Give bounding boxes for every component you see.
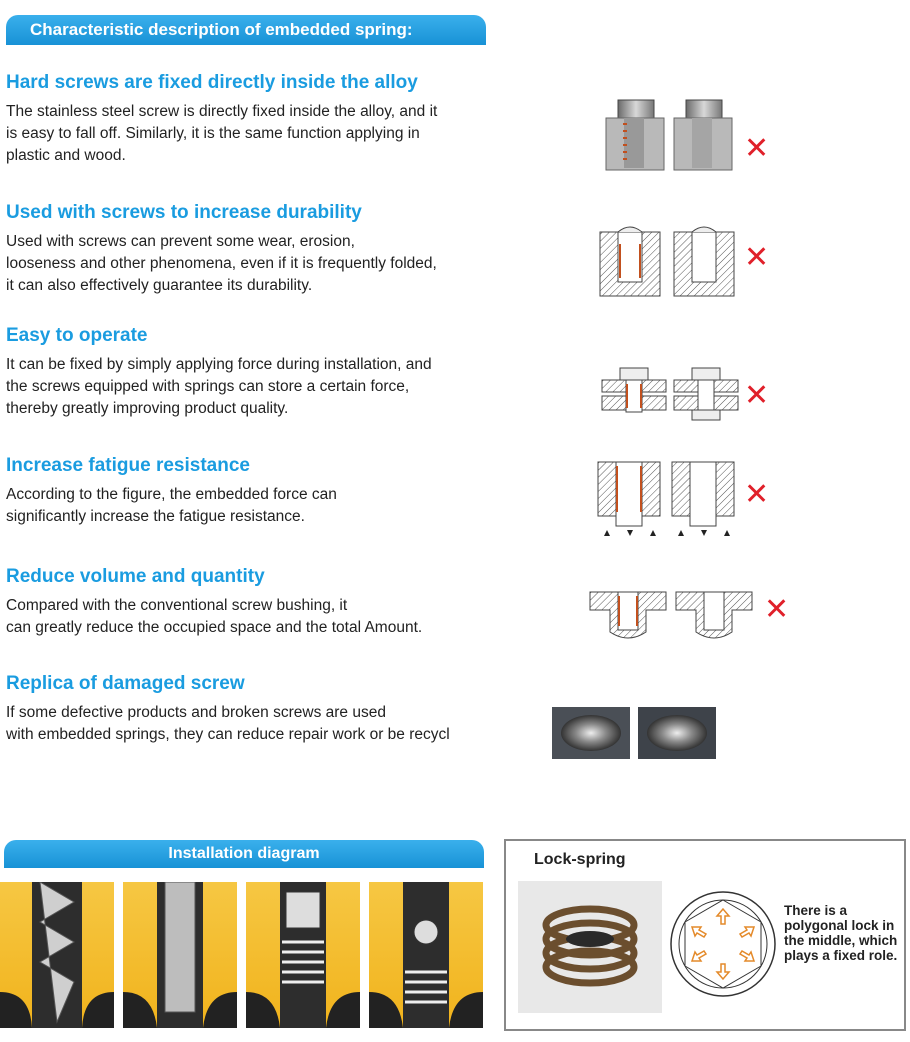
section-title-alloy: Hard screws are fixed directly inside the alloy bbox=[6, 72, 418, 93]
installation-title: Installation diagram bbox=[168, 845, 320, 862]
section-title-replica: Replica of damaged screw bbox=[6, 673, 245, 694]
section-body-volume: Compared with the conventional screw bushing, it can greatly reduce the occupied space and the total Amount. bbox=[6, 597, 423, 636]
install-step-drill bbox=[0, 882, 114, 1028]
section-body-durability: Used with screws can prevent some wear, erosion, looseness and other phenomena, even if it is frequently folded, it can also effectively guarantee its durability. bbox=[6, 233, 437, 294]
lock-spring-description: There is a polygonal lock in the middle, which plays a fixed role. bbox=[784, 903, 898, 963]
section-body-fatigue: According to the figure, the embedded force can significantly increase the fatigue resistance. bbox=[6, 486, 337, 525]
installation-header bbox=[4, 840, 484, 868]
install-step-tap bbox=[123, 882, 237, 1028]
install-step-finish bbox=[369, 882, 483, 1028]
section-body-replica: If some defective products and broken screws are used with embedded springs, they can reduce repair work or be recycl bbox=[6, 704, 450, 743]
damaged-screw-photos bbox=[552, 707, 716, 759]
durability-figure bbox=[598, 222, 738, 298]
install-step-insert bbox=[246, 882, 360, 1028]
cross-icon: ✕ bbox=[744, 240, 770, 275]
polygonal-lock-diagram bbox=[668, 889, 778, 999]
section-title-fatigue: Increase fatigue resistance bbox=[6, 455, 250, 476]
lock-spring-title: Lock-spring bbox=[534, 851, 626, 868]
section-header bbox=[6, 15, 486, 45]
operate-figure bbox=[600, 362, 740, 428]
section-title-volume: Reduce volume and quantity bbox=[6, 566, 265, 587]
header-title: Characteristic description of embedded spring: bbox=[30, 20, 413, 39]
section-body-operate: It can be fixed by simply applying force during installation, and the screws equipped with springs can store a certain force, thereby greatly improving product quality. bbox=[6, 356, 432, 417]
cross-icon: ✕ bbox=[744, 477, 770, 512]
cross-icon: ✕ bbox=[744, 378, 770, 413]
volume-figure bbox=[588, 588, 758, 646]
cross-icon: ✕ bbox=[764, 592, 790, 627]
lock-spring-photo bbox=[518, 881, 662, 1013]
fatigue-figure bbox=[596, 458, 736, 544]
section-title-durability: Used with screws to increase durability bbox=[6, 202, 362, 223]
lock-spring-box bbox=[504, 839, 906, 1031]
installation-steps bbox=[0, 882, 484, 1028]
cross-icon: ✕ bbox=[744, 131, 770, 166]
section-body-alloy: The stainless steel screw is directly fixed inside the alloy, and it is easy to fall off. Similarly, it is the same function applying in plastic and wood. bbox=[6, 103, 438, 164]
section-title-operate: Easy to operate bbox=[6, 325, 148, 346]
